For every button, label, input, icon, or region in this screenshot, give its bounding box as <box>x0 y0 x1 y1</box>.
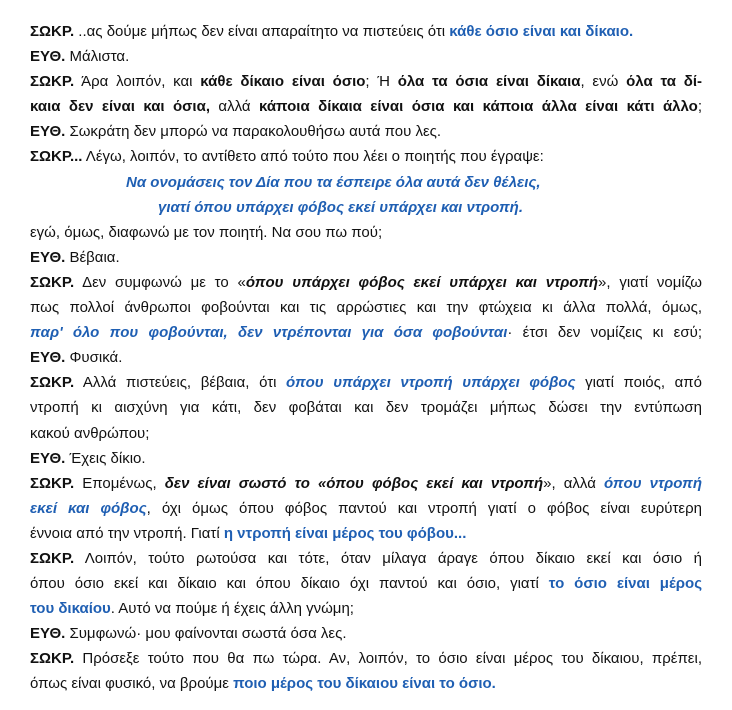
dialogue-line-24 <box>30 596 702 621</box>
emphasis-text: όπου υπάρχει ντροπή υπάρχει φόβος <box>286 374 576 392</box>
line-text: όπως είναι φυσικό, να βρούμε <box>30 675 234 693</box>
emphasis-text: η ντροπή είναι μέρος του φόβου... <box>223 524 467 542</box>
dialogue-document <box>30 19 702 697</box>
line-text: εγώ, όμως, διαφωνώ με τον ποιητή. Να σου πω πού; <box>30 223 383 241</box>
poem-quote-line-2 <box>30 195 702 220</box>
bold-italic-text: όπου υπάρχει φόβος εκεί υπάρχει και ντροπή <box>245 273 599 291</box>
line-text: Άρα λοιπόν, και <box>81 73 201 91</box>
speaker-label: ΕΥΘ. <box>30 349 66 367</box>
dialogue-line-16 <box>30 395 702 420</box>
dialogue-line-26 <box>30 646 702 671</box>
dialogue-line-27 <box>30 671 702 696</box>
line-text: Μάλιστα. <box>69 48 130 66</box>
line-text: αλλά <box>210 98 259 116</box>
emphasis-text: ποιο μέρος του δίκαιου είναι το όσιο. <box>233 675 496 693</box>
speaker-label: ΣΩΚΡ. <box>30 474 75 492</box>
line-text: . Αυτό να πούμε ή έχεις άλλη γνώμη; <box>110 600 354 618</box>
line-text: ; <box>697 98 702 116</box>
line-text: Λέγω, λοιπόν, το αντίθετο από τούτο που λέει ο ποιητής που έγραψε: <box>85 148 544 166</box>
line-text: ; Ή <box>365 73 398 91</box>
bold-text: καια δεν είναι και όσια, <box>30 98 210 116</box>
dialogue-line-10 <box>30 245 702 270</box>
speaker-label: ΕΥΘ. <box>30 449 66 467</box>
speaker-label: ΣΩΚΡ. <box>30 650 75 668</box>
speaker-label: ΣΩΚΡ. <box>30 374 75 392</box>
dialogue-line-2 <box>30 44 702 69</box>
emphasis-text: εκεί και φόβος <box>30 499 147 517</box>
dialogue-line-12 <box>30 295 702 320</box>
line-text: γιατί ποιός, από <box>575 374 702 392</box>
line-text: Αλλά πιστεύεις, βέβαια, ότι <box>82 374 287 392</box>
dialogue-line-14 <box>30 345 702 370</box>
line-text: Φυσικά. <box>69 349 123 367</box>
speaker-label: ΣΩΚΡ. <box>30 549 75 567</box>
dialogue-line-5 <box>30 119 702 144</box>
line-text: Πρόσεξε τούτο που θα πω τώρα. Αν, λοιπόν, το όσιο είναι μέρος του δίκαιου, πρέπει, <box>82 650 702 668</box>
dialogue-line-9 <box>30 220 702 245</box>
speaker-label: ΕΥΘ. <box>30 625 66 643</box>
dialogue-line-15 <box>30 370 702 395</box>
line-text: · έτσι δεν νομίζεις κι εσύ; <box>507 324 702 342</box>
dialogue-line-25 <box>30 621 702 646</box>
line-text: όπου όσιο εκεί και δίκαιο και όπου δίκαιο όχι παντού και όσιο, γιατί <box>30 575 549 593</box>
line-text: κακού ανθρώπου; <box>30 424 150 442</box>
poem-quote-line-1 <box>30 170 702 195</box>
dialogue-line-4 <box>30 94 702 119</box>
line-text: Συμφωνώ· μου φαίνονται σωστά όσα λες. <box>69 625 347 643</box>
dialogue-line-3 <box>30 69 702 94</box>
line-text: πως πολλοί άνθρωποι φοβούνται και τις αρρώστιες και την φτώχεια κι άλλα πολλά, όμως, <box>30 299 702 317</box>
quote-text: Να ονομάσεις τον Δία που τα έσπειρε όλα αυτά δεν θέλεις, <box>126 173 541 191</box>
quote-text: γιατί όπου υπάρχει φόβος εκεί υπάρχει και ντροπή. <box>158 198 523 216</box>
line-text: ..ας δούμε μήπως δεν είναι απαραίτητο να πιστεύεις ότι <box>78 23 450 40</box>
dialogue-line-11 <box>30 270 702 295</box>
bold-text: κάθε δίκαιο είναι όσιο <box>200 73 366 91</box>
emphasis-text: του δικαίου <box>30 600 111 618</box>
dialogue-line-13 <box>30 320 702 345</box>
dialogue-line-22 <box>30 546 702 571</box>
bold-text: κάποια δίκαια είναι όσια και κάποια άλλα είναι κάτι άλλο <box>258 98 698 116</box>
dialogue-line-20 <box>30 496 702 521</box>
emphasis-text: το όσιο είναι μέρος <box>548 575 702 593</box>
speaker-label: ΣΩΚΡ. <box>30 73 75 91</box>
line-text: Επομένως, <box>82 474 165 492</box>
speaker-label: ΕΥΘ. <box>30 123 66 141</box>
dialogue-line-19 <box>30 471 702 496</box>
line-text: , ενώ <box>580 73 627 91</box>
dialogue-line-21 <box>30 521 702 546</box>
speaker-label: ΣΩΚΡ... <box>30 148 83 166</box>
line-text: έννοια από την ντροπή. Γιατί <box>30 524 224 542</box>
bold-italic-text: δεν είναι σωστό το «όπου φόβος εκεί και ντροπή <box>164 474 544 492</box>
line-text: Σωκράτη δεν μπορώ να παρακολουθήσω αυτά που λες. <box>69 123 442 141</box>
dialogue-line-6 <box>30 144 702 169</box>
dialogue-line-1 <box>30 19 702 44</box>
dialogue-line-18 <box>30 446 702 471</box>
line-text: », αλλά <box>543 474 604 492</box>
line-text: Λοιπόν, τούτο ρωτούσα και τότε, όταν μίλαγα άραγε όπου δίκαιο εκεί και όσιο ή <box>84 549 702 567</box>
line-text: ντροπή κι αισχύνη για κάτι, δεν φοβάται και δεν τρομάζει μήπως δώσει την εντύπωση <box>30 399 702 417</box>
speaker-label: ΣΩΚΡ. <box>30 273 75 291</box>
emphasis-text: παρ' όλο που φοβούνται, δεν ντρέπονται για όσα φοβούνται <box>30 324 508 342</box>
bold-text: όλα τα όσια είναι δίκαια <box>397 73 581 91</box>
dialogue-line-17 <box>30 421 702 446</box>
line-text: Βέβαια. <box>69 248 120 266</box>
bold-text: όλα τα δί- <box>626 73 702 91</box>
dialogue-line-23 <box>30 571 702 596</box>
line-text: », γιατί νομίζω <box>598 273 703 291</box>
speaker-label: ΕΥΘ. <box>30 48 66 66</box>
line-text: Έχεις δίκιο. <box>69 449 146 467</box>
emphasis-text: όπου ντροπή <box>603 474 702 492</box>
speaker-label: ΕΥΘ. <box>30 248 66 266</box>
line-text: Δεν συμφωνώ με το « <box>82 273 246 291</box>
speaker-label: ΣΩΚΡ. <box>30 23 75 40</box>
emphasis-text: κάθε όσιο είναι και δίκαιο. <box>449 23 634 40</box>
line-text: , όχι όμως όπου φόβος παντού και ντροπή γιατί ο φόβος είναι ευρύτερη <box>146 499 702 517</box>
